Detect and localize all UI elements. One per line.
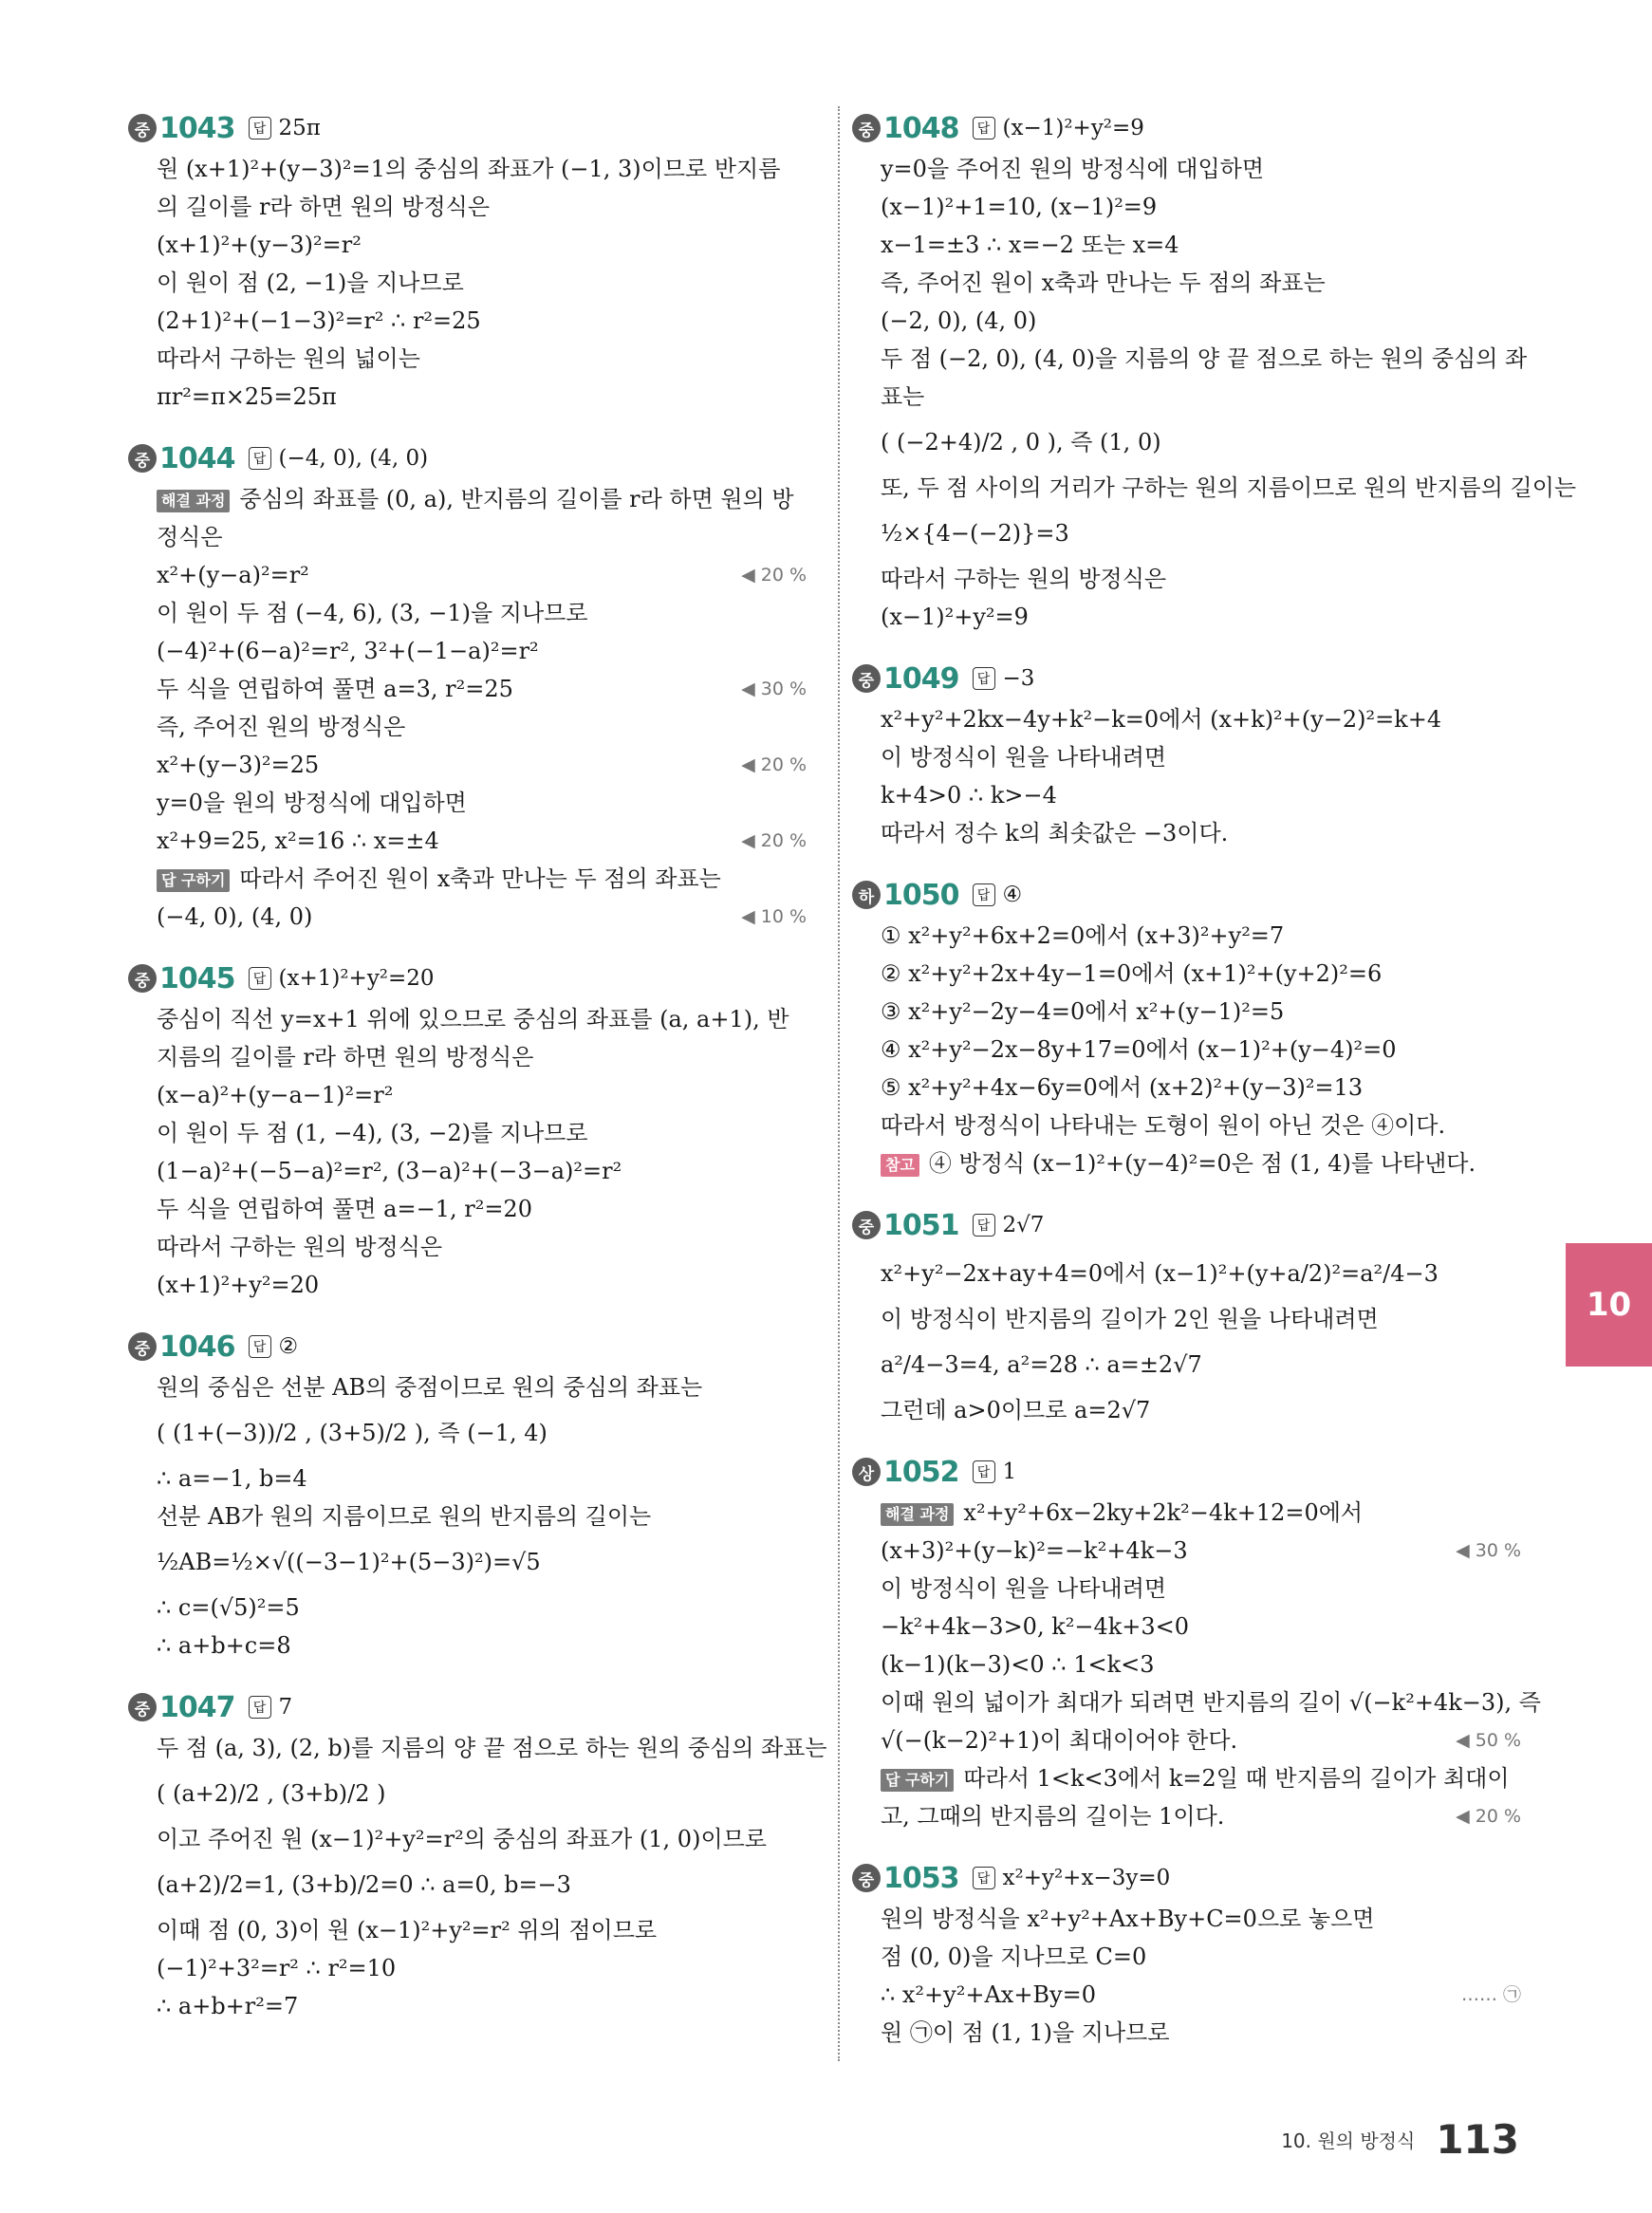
solution-line: [852, 507, 1521, 560]
answer-mark-icon: 답: [249, 967, 271, 990]
difficulty-badge: 중: [852, 114, 881, 142]
solution-text: 이 원이 점 (2, −1)을 지나므로: [157, 270, 464, 296]
solution-text: √(−(k−2)²+1)이 최대이어야 한다.: [881, 1727, 1238, 1754]
answer: 1: [1002, 1460, 1017, 1484]
solution-text: ∴ a+b+c=8: [157, 1632, 291, 1659]
score-percent: ◀ 20 %: [741, 565, 807, 586]
solution-line: [128, 1535, 807, 1589]
solution-text: −k²+4k−3>0, k²−4k+3<0: [881, 1613, 1190, 1640]
solution-line: [128, 860, 807, 898]
solution-text: ½×{4−(−2)}=3: [881, 520, 1069, 547]
solution-line: [852, 264, 1521, 302]
problem-number: 1053: [883, 1861, 959, 1895]
solution-line: [852, 1144, 1521, 1182]
solution-text: ① x²+y²+6x+2=0에서 (x+3)²+y²=7: [881, 922, 1285, 949]
solution-line: [852, 1900, 1521, 1938]
problem-1046: [128, 1325, 807, 1664]
left-column: [128, 106, 827, 2046]
solution-line: [852, 2014, 1521, 2052]
solution-text: 따라서 구하는 원의 넓이는: [157, 345, 420, 372]
solution-line: [852, 1608, 1521, 1646]
solution-line: [852, 1938, 1521, 1976]
solution-text: 정식은: [157, 524, 223, 550]
solution-text: (a+2)/2=1, (3+b)/2=0 ∴ a=0, b=−3: [157, 1871, 571, 1898]
solution-line: [852, 1106, 1521, 1144]
solution-line: [128, 1190, 807, 1228]
solution-line: [128, 1858, 807, 1911]
solution-line: [128, 670, 807, 708]
solution-text: (−4)²+(6−a)²=r², 3²+(−1−a)²=r²: [157, 638, 539, 664]
solution-text: 이 방정식이 원을 나타내려면: [881, 744, 1167, 771]
problem-1047: [128, 1685, 827, 2025]
solution-text: 이때 점 (0, 3)이 원 (x−1)²+y²=r² 위의 점이므로: [157, 1917, 658, 1943]
solution-line: [128, 594, 807, 632]
solution-text: 이때 원의 넓이가 최대가 되려면 반지름의 길이 √(−k²+4k−3), 즉: [881, 1689, 1541, 1716]
difficulty-badge: 중: [128, 964, 157, 993]
problem-header: [852, 657, 1521, 700]
problem-header: [852, 1450, 1521, 1494]
problem-header: [128, 437, 807, 480]
solution-text: ⑤ x²+y²+4x−6y=0에서 (x+2)²+(y−3)²=13: [881, 1074, 1364, 1101]
solution-text: ∴ x²+y²+Ax+By=0: [881, 1981, 1097, 2008]
answer: (x+1)²+y²=20: [278, 966, 435, 991]
problem-number: 1051: [883, 1208, 959, 1242]
solution-text: (x−1)²+y²=9: [881, 604, 1029, 630]
solution-text: ② x²+y²+2x+4y−1=0에서 (x+1)²+(y+2)²=6: [881, 960, 1383, 987]
solution-line: [852, 1759, 1521, 1797]
solution-line: [128, 898, 807, 936]
solution-line: [852, 917, 1521, 955]
solution-line: [128, 1949, 807, 1987]
solution-text: (−1)²+3²=r² ∴ r²=10: [157, 1955, 397, 1981]
solution-line: [128, 1228, 807, 1266]
answer-mark-icon: 답: [249, 447, 271, 470]
solution-text: 따라서 1<k<3에서 k=2일 때 반지름의 길이가 최대이: [963, 1765, 1510, 1792]
answer: x²+y²+x−3y=0: [1002, 1866, 1171, 1890]
solution-line: [128, 822, 807, 860]
answer: 25π: [278, 116, 321, 140]
solution-text: 지름의 길이를 r라 하면 원의 방정식은: [157, 1044, 534, 1070]
solution-line: [852, 1338, 1521, 1391]
solution-line: [128, 264, 807, 302]
solution-text: y=0을 원의 방정식에 대입하면: [157, 790, 467, 816]
solution-line: [128, 1152, 807, 1190]
solution-text: 즉, 주어진 원의 방정식은: [157, 714, 406, 740]
column-divider: [838, 106, 840, 2061]
solution-line: [852, 226, 1521, 264]
solution-text: (x+3)²+(y−k)²=−k²+4k−3: [881, 1537, 1188, 1564]
solution-line: [128, 784, 807, 822]
solution-text: 원의 방정식을 x²+y²+Ax+By+C=0으로 놓으면: [881, 1906, 1375, 1932]
score-percent: ◀ 30 %: [741, 679, 807, 699]
problem-1052: [852, 1450, 1541, 1835]
solution-line: [852, 1069, 1521, 1106]
solution-text: (−4, 0), (4, 0): [157, 903, 313, 930]
solution-text: 이 원이 두 점 (−4, 6), (3, −1)을 지나므로: [157, 600, 588, 626]
solution-text: 또, 두 점 사이의 거리가 구하는 원의 지름이므로 원의 반지름의 길이는: [881, 474, 1577, 501]
answer: 2√7: [1002, 1213, 1045, 1237]
solution-text: (x−a)²+(y−a−1)²=r²: [157, 1082, 394, 1108]
solution-line: [128, 518, 807, 556]
solution-line: [128, 1076, 807, 1114]
solution-line: [852, 469, 1577, 507]
chapter-title: 10. 원의 방정식: [1281, 2129, 1416, 2152]
solution-line: [128, 1627, 807, 1664]
solution-line: [128, 556, 807, 594]
solution-text: 따라서 방정식이 나타내는 도형이 원이 아닌 것은 ④이다.: [881, 1112, 1446, 1139]
solution-line: [852, 1683, 1541, 1721]
solution-text: x²+9=25, x²=16 ∴ x=±4: [157, 828, 439, 854]
solution-text: 즉, 주어진 원이 x축과 만나는 두 점의 좌표는: [881, 270, 1326, 296]
step-tag: 참고: [881, 1154, 919, 1177]
solution-line: [852, 1646, 1521, 1683]
solution-line: [128, 1000, 807, 1038]
solution-line: [128, 226, 807, 264]
solution-text: 이고 주어진 원 (x−1)²+y²=r²의 중심의 좌표가 (1, 0)이므로: [157, 1826, 767, 1852]
problem-number: 1048: [883, 111, 959, 145]
solution-text: ½AB=½×√((−3−1)²+(5−3)²)=√5: [157, 1549, 541, 1575]
solution-text: k+4>0 ∴ k>−4: [881, 782, 1057, 809]
solution-text: 두 식을 연립하여 풀면 a=3, r²=25: [157, 676, 513, 702]
step-tag: 답 구하기: [157, 869, 230, 892]
score-percent: ◀ 20 %: [741, 830, 807, 851]
score-percent: ◀ 20 %: [1456, 1806, 1521, 1827]
answer-mark-icon: 답: [249, 117, 271, 139]
solution-line: [128, 1406, 807, 1460]
solution-text: 의 길이를 r라 하면 원의 방정식은: [157, 194, 491, 220]
solution-line: [852, 955, 1521, 993]
solution-line: [852, 1797, 1521, 1835]
problem-1049: [852, 657, 1521, 852]
solution-line: [128, 188, 807, 226]
solution-line: [852, 302, 1521, 340]
solution-text: 두 점 (a, 3), (2, b)를 지름의 양 끝 점으로 하는 원의 중심의 좌표는: [157, 1735, 827, 1761]
solution-text: x²+y²−2x+ay+4=0에서 (x−1)²+(y+a/2)²=a²/4−3: [881, 1260, 1439, 1287]
score-percent: ◀ 20 %: [741, 754, 807, 775]
solution-text: ③ x²+y²−2y−4=0에서 x²+(y−1)²=5: [881, 998, 1285, 1025]
right-column: [852, 106, 1577, 2073]
solution-line: [852, 598, 1521, 636]
solution-line: [128, 150, 807, 188]
solution-text: 따라서 정수 k의 최솟값은 −3이다.: [881, 820, 1229, 846]
solution-line: [852, 188, 1521, 226]
solution-text: (1−a)²+(−5−a)²=r², (3−a)²+(−3−a)²=r²: [157, 1158, 622, 1184]
difficulty-badge: 중: [128, 114, 157, 142]
solution-line: [128, 1114, 807, 1152]
difficulty-badge: 하: [852, 881, 881, 909]
solution-text: 원 ㉠이 점 (1, 1)을 지나므로: [881, 2019, 1170, 2046]
solution-line: [128, 1460, 807, 1497]
solution-text: ( (a+2)/2 , (3+b)/2 ): [157, 1780, 386, 1807]
score-percent: ◀ 30 %: [1456, 1540, 1521, 1561]
solution-line: [852, 1494, 1521, 1532]
score-percent: ◀ 50 %: [1456, 1730, 1521, 1751]
solution-text: 이 원이 두 점 (1, −4), (3, −2)를 지나므로: [157, 1120, 588, 1146]
solution-line: [128, 632, 807, 670]
solution-text: 중심이 직선 y=x+1 위에 있으므로 중심의 좌표를 (a, a+1), 반: [157, 1006, 789, 1032]
answer-mark-icon: 답: [249, 1696, 271, 1719]
solution-line: [128, 378, 807, 416]
solution-text: ∴ c=(√5)²=5: [157, 1594, 300, 1621]
step-tag: 해결 과정: [881, 1503, 954, 1526]
solution-line: [128, 302, 807, 340]
solution-text: 따라서 주어진 원이 x축과 만나는 두 점의 좌표는: [239, 865, 721, 892]
solution-text: πr²=π×25=25π: [157, 383, 337, 410]
problem-1043: [128, 106, 807, 416]
problem-number: 1046: [159, 1330, 235, 1364]
solution-line: [852, 150, 1521, 188]
solution-line: [852, 776, 1521, 814]
solution-line: [852, 416, 1521, 469]
solution-line: [128, 340, 807, 378]
solution-line: [852, 1300, 1521, 1338]
problem-number: 1047: [159, 1690, 235, 1724]
solution-line: [128, 1911, 807, 1949]
chapter-side-tab: 10: [1566, 1243, 1652, 1367]
problem-number: 1045: [159, 961, 235, 995]
problem-1044: [128, 437, 807, 936]
answer-mark-icon: 답: [249, 1335, 271, 1358]
solution-line: [128, 1266, 807, 1304]
answer: (−4, 0), (4, 0): [278, 446, 429, 471]
solution-line: [852, 1031, 1521, 1069]
solution-text: (k−1)(k−3)<0 ∴ 1<k<3: [881, 1651, 1155, 1678]
problem-1050: [852, 873, 1521, 1182]
problem-number: 1049: [883, 661, 959, 696]
problem-1048: [852, 106, 1577, 636]
difficulty-badge: 상: [852, 1458, 881, 1486]
solution-line: [128, 1767, 807, 1820]
solution-text: (2+1)²+(−1−3)²=r² ∴ r²=25: [157, 307, 481, 334]
solution-text: ∴ a=−1, b=4: [157, 1465, 307, 1492]
solution-line: [852, 1391, 1521, 1429]
difficulty-badge: 중: [852, 1864, 881, 1892]
problem-header: [128, 106, 807, 150]
solution-line: [852, 1570, 1521, 1608]
solution-line: [128, 1729, 827, 1767]
solution-text: 원의 중심은 선분 AB의 중점이므로 원의 중심의 좌표는: [157, 1374, 703, 1401]
problem-header: [852, 873, 1521, 917]
solution-text: 따라서 구하는 원의 방정식은: [157, 1234, 443, 1260]
solution-line: [852, 738, 1521, 776]
solution-text: 선분 AB가 원의 지름이므로 원의 반지름의 길이는: [157, 1503, 652, 1530]
difficulty-badge: 중: [128, 444, 157, 473]
problem-header: [128, 957, 807, 1000]
solution-text: (x+1)²+y²=20: [157, 1272, 320, 1298]
answer-mark-icon: 답: [973, 883, 995, 906]
problem-header: [852, 106, 1521, 150]
difficulty-badge: 중: [852, 664, 881, 693]
solution-text: x²+y²+6x−2ky+2k²−4k+12=0에서: [963, 1499, 1364, 1526]
solution-line: [128, 1497, 807, 1535]
score-percent: …… ㉠: [1460, 1984, 1521, 2005]
answer: 7: [278, 1695, 293, 1720]
solution-text: 중심의 좌표를 (0, a), 반지름의 길이를 r라 하면 원의 방: [239, 486, 794, 512]
solution-text: ④ 방정식 (x−1)²+(y−4)²=0은 점 (1, 4)를 나타낸다.: [928, 1150, 1476, 1177]
difficulty-badge: 중: [128, 1693, 157, 1721]
solution-text: x²+y²+2kx−4y+k²−k=0에서 (x+k)²+(y−2)²=k+4: [881, 706, 1442, 733]
problem-number: 1050: [883, 878, 959, 912]
solution-line: [852, 378, 1521, 416]
solution-line: [852, 993, 1521, 1031]
solution-text: 따라서 구하는 원의 방정식은: [881, 566, 1167, 592]
solution-text: ( (1+(−3))/2 , (3+5)/2 ), 즉 (−1, 4): [157, 1420, 548, 1446]
solution-line: [128, 708, 807, 746]
problem-header: [128, 1325, 807, 1368]
solution-line: [128, 1589, 807, 1627]
solution-text: 두 식을 연립하여 풀면 a=−1, r²=20: [157, 1196, 532, 1222]
solution-text: 이 방정식이 반지름의 길이가 2인 원을 나타내려면: [881, 1306, 1379, 1332]
answer: (x−1)²+y²=9: [1002, 116, 1144, 140]
answer-mark-icon: 답: [973, 667, 995, 690]
solution-text: x−1=±3 ∴ x=−2 또는 x=4: [881, 232, 1179, 258]
solution-line: [128, 1987, 807, 2025]
difficulty-badge: 중: [128, 1332, 157, 1361]
score-percent: ◀ 10 %: [741, 906, 807, 927]
step-tag: 답 구하기: [881, 1769, 954, 1792]
solution-line: [128, 480, 807, 518]
difficulty-badge: 중: [852, 1211, 881, 1239]
page-number: 113: [1436, 2116, 1519, 2163]
solution-text: 고, 그때의 반지름의 길이는 1이다.: [881, 1803, 1225, 1830]
solution-line: [128, 746, 807, 784]
answer-mark-icon: 답: [973, 1214, 995, 1237]
solution-line: [852, 340, 1528, 378]
problem-1045: [128, 957, 807, 1304]
solution-text: 그런데 a>0이므로 a=2√7: [881, 1397, 1151, 1423]
problem-number: 1043: [159, 111, 235, 145]
solution-line: [128, 1038, 807, 1076]
solution-line: [852, 700, 1521, 738]
answer-mark-icon: 답: [973, 117, 995, 139]
solution-text: ∴ a+b+r²=7: [157, 1993, 299, 2019]
solution-text: x²+(y−a)²=r²: [157, 562, 309, 588]
solution-line: [852, 560, 1521, 598]
answer: ②: [278, 1334, 299, 1359]
solution-text: 점 (0, 0)을 지나므로 C=0: [881, 1943, 1147, 1970]
problem-1053: [852, 1856, 1521, 2052]
answer: −3: [1002, 666, 1035, 691]
solution-line: [128, 1368, 807, 1406]
solution-text: a²/4−3=4, a²=28 ∴ a=±2√7: [881, 1351, 1202, 1378]
solution-text: 이 방정식이 원을 나타내려면: [881, 1575, 1167, 1602]
solution-text: 원 (x+1)²+(y−3)²=1의 중심의 좌표가 (−1, 3)이므로 반지름: [157, 156, 781, 182]
solution-text: x²+(y−3)²=25: [157, 752, 320, 778]
problem-1051: [852, 1203, 1521, 1429]
solution-text: (x+1)²+(y−3)²=r²: [157, 232, 362, 258]
solution-text: ④ x²+y²−2x−8y+17=0에서 (x−1)²+(y−4)²=0: [881, 1036, 1397, 1063]
step-tag: 해결 과정: [157, 490, 230, 512]
problem-number: 1044: [159, 441, 235, 475]
answer: ④: [1002, 883, 1023, 907]
solution-text: 표는: [881, 383, 925, 410]
solution-line: [852, 1721, 1521, 1759]
solution-line: [852, 1976, 1521, 2014]
solution-line: [852, 814, 1521, 852]
problem-header: [852, 1203, 1521, 1247]
solution-line: [852, 1247, 1521, 1300]
problem-header: [852, 1856, 1521, 1900]
solution-text: (−2, 0), (4, 0): [881, 307, 1037, 334]
problem-number: 1052: [883, 1455, 959, 1489]
solution-text: ( (−2+4)/2 , 0 ), 즉 (1, 0): [881, 429, 1161, 456]
answer-mark-icon: 답: [973, 1867, 995, 1889]
page-footer: [1281, 2116, 1519, 2163]
solution-text: 두 점 (−2, 0), (4, 0)을 지름의 양 끝 점으로 하는 원의 중심의 좌: [881, 345, 1528, 372]
problem-header: [128, 1685, 807, 1729]
solution-text: y=0을 주어진 원의 방정식에 대입하면: [881, 156, 1265, 182]
answer-mark-icon: 답: [973, 1460, 995, 1483]
solution-text: (x−1)²+1=10, (x−1)²=9: [881, 194, 1158, 220]
solution-line: [852, 1532, 1521, 1570]
solution-line: [128, 1820, 807, 1858]
